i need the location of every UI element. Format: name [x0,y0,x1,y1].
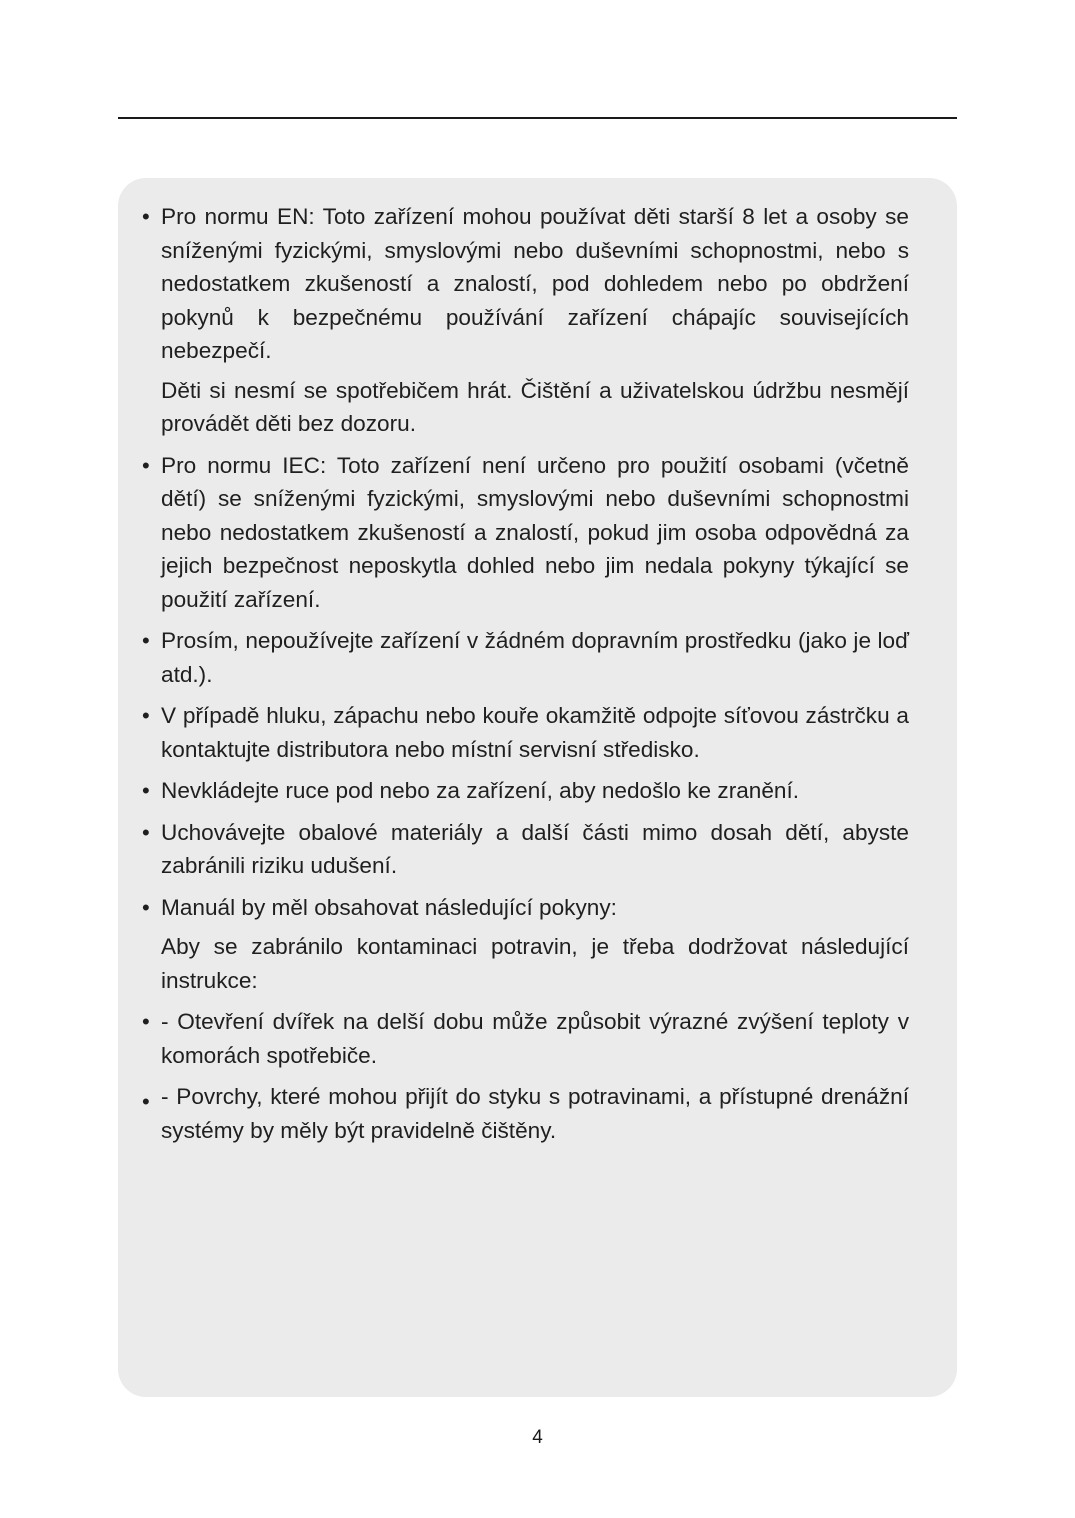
list-item [142,699,909,766]
list-item-continuation [142,930,909,997]
list-item [142,200,909,368]
bullet-icon: • [142,204,150,229]
list-item [142,624,909,691]
item-text: - Otevření dvířek na delší dobu může způsobit výrazné zvýšení teploty v komorách spotřebiče. [161,1009,909,1068]
list-item [142,1005,909,1072]
item-text: Pro normu EN: Toto zařízení mohou používat děti starší 8 let a osoby se sníženými fyzickými, smyslovými nebo duševními schopnostmi, nebo s nedostatkem zkušeností a znalostí, pod dohledem nebo po obdržení pokynů k bezpečnému používání zařízení chápajíc souvisejících nebezpečí. [161,204,909,363]
item-text: Uchovávejte obalové materiály a další části mimo dosah dětí, abyste zabránili riziku udušení. [161,819,909,878]
list-item [142,449,909,617]
list-item [142,816,909,883]
bullet-icon: • [142,778,150,803]
item-text: Děti si nesmí se spotřebičem hrát. Čištění a uživatelskou údržbu nesmějí provádět děti bez dozoru. [161,377,909,436]
item-text: - Povrchy, které mohou přijít do styku s potravinami, a přístupné drenážní systémy by měly být pravidelně čištěny. [161,1084,909,1143]
list-item [142,1080,909,1147]
bullet-icon: • [142,894,150,920]
item-text: Manuál by měl obsahovat následující pokyny: [161,894,617,920]
list-item-continuation [142,374,909,441]
bullet-icon: • [142,452,150,478]
bullet-icon: • [142,628,150,653]
safety-instructions-panel [118,178,957,1397]
list-item [142,774,909,808]
item-text: Aby se zabránilo kontaminaci potravin, je třeba dodržovat následující instrukce: [161,934,909,993]
item-text: V případě hluku, zápachu nebo kouře okamžitě odpojte síťovou zástrčku a kontaktujte distributora nebo místní servisní středisko. [161,703,909,762]
item-text: Nevkládejte ruce pod nebo za zařízení, aby nedošlo ke zranění. [161,778,800,803]
bullet-icon: • [142,1009,150,1034]
header-rule [118,117,957,119]
page-number: 4 [532,1427,543,1448]
bullet-icon: • [142,703,150,728]
item-text: Pro normu IEC: Toto zařízení není určeno pro použití osobami (včetně dětí) se sníženými fyzickými, smyslovými nebo duševními schopnostmi nebo nedostatkem zkušeností a znalostí, pokud jim osoba odpovědná za jejich bezpečnost neposkytla dohled nebo jim nedala pokyny týkající se použití zařízení. [161,452,909,612]
bullet-icon: • [142,819,150,845]
bullet-icon: • [142,1089,150,1114]
item-text: Prosím, nepoužívejte zařízení v žádném dopravním prostředku (jako je loď atd.). [161,628,909,687]
list-item [142,891,909,925]
